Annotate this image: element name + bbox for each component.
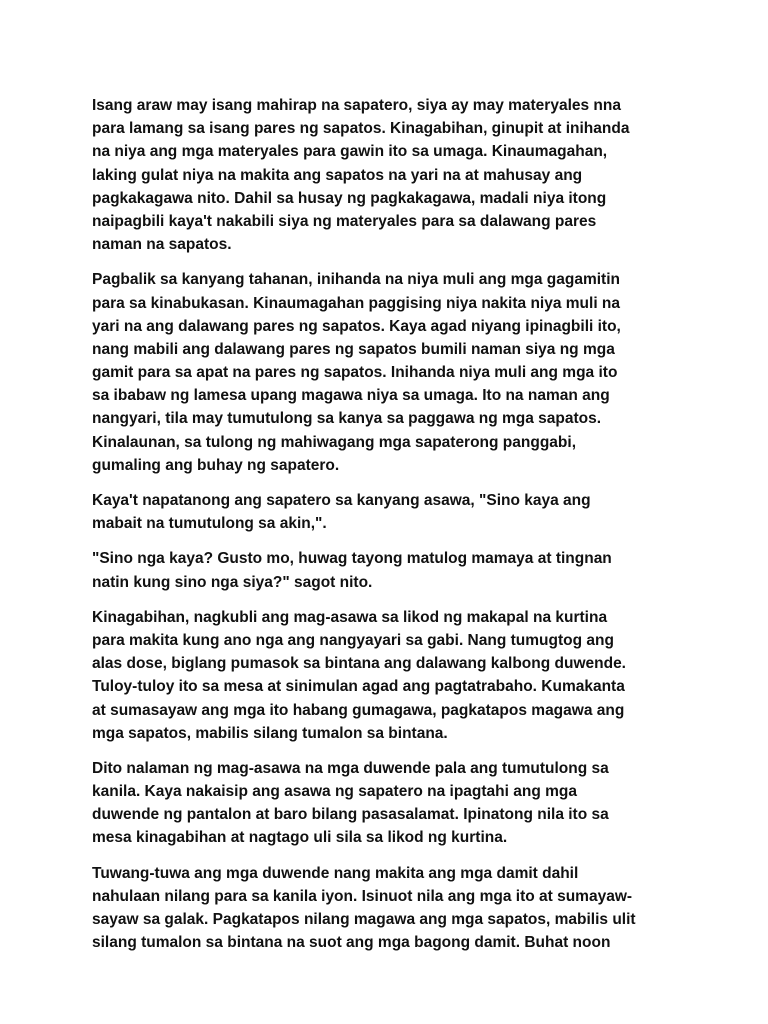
text-line: para sa kinabukasan. Kinaumagahan paggising niya nakita niya muli na [92, 294, 621, 312]
text-line: nangyari, tila may tumutulong sa kanya sa paggawa ng mga sapatos. [92, 410, 602, 428]
text-line: sa ibabaw ng lamesa upang magawa niya sa umaga. Ito na naman ang [92, 387, 610, 405]
text-line: nahulaan nilang para sa kanila iyon. Isinuot nila ang mga ito at sumayaw- [92, 887, 633, 905]
text-line: Dito nalaman ng mag-asawa na mga duwende pala ang tumutulong sa [92, 759, 609, 777]
text-line: mabait na tumutulong sa akin,". [92, 515, 327, 533]
text-line: Tuwang-tuwa ang mga duwende nang makita ang mga damit dahil [92, 864, 579, 882]
paragraph-4 [92, 547, 676, 593]
text-line: laking gulat niya na makita ang sapatos na yari na at mahusay ang [92, 166, 583, 184]
text-line: Kaya't napatanong ang sapatero sa kanyang asawa, "Sino kaya ang [92, 492, 591, 509]
text-line: "Sino nga kaya? Gusto mo, huwag tayong matulog mamaya at tingnan [92, 550, 612, 568]
text-line: yari na ang dalawang pares ng sapatos. Kaya agad niyang ipinagbili ito, [92, 317, 621, 335]
paragraph-6 [92, 757, 676, 850]
paragraph-5 [92, 606, 676, 745]
story-text [92, 94, 676, 966]
text-line: naipagbili kaya't nakabili siya ng materyales para sa dalawang pares [92, 212, 597, 230]
paragraph-7 [92, 862, 676, 955]
text-line: Kinalaunan, sa tulong ng mahiwagang mga sapaterong panggabi, [92, 433, 576, 451]
text-line: duwende ng pantalon at baro bilang pasasalamat. Ipinatong nila ito sa [92, 806, 609, 824]
paragraph-1 [92, 94, 676, 256]
paragraph-3 [92, 489, 676, 535]
text-line: gumaling ang buhay ng sapatero. [92, 456, 340, 474]
paragraph-2 [92, 268, 676, 477]
text-line: na niya ang mga materyales para gawin ito sa umaga. Kinaumagahan, [92, 143, 608, 161]
text-line: natin kung sino nga siya?" sagot nito. [92, 573, 373, 591]
text-line: Kinagabihan, nagkubli ang mag-asawa sa likod ng makapal na kurtina [92, 608, 608, 626]
text-line: pagkakagawa nito. Dahil sa husay ng pagkakagawa, madali niya itong [92, 189, 607, 207]
text-line: para makita kung ano nga ang nangyayari sa gabi. Nang tumugtog ang [92, 631, 614, 649]
text-line: sayaw sa galak. Pagkatapos nilang magawa ang mga sapatos, mabilis ulit [92, 911, 636, 928]
text-line: alas dose, biglang pumasok sa bintana ang dalawang kalbong duwende. [92, 655, 626, 673]
text-line: silang tumalon sa bintana na suot ang mga bagong damit. Buhat noon [92, 934, 611, 952]
text-line: kanila. Kaya nakaisip ang asawa ng sapatero na ipagtahi ang mga [92, 783, 577, 801]
text-line: at sumasayaw ang mga ito habang gumagawa, pagkatapos magawa ang [92, 701, 625, 719]
text-line: Isang araw may isang mahirap na sapatero, siya ay may materyales nna [92, 97, 621, 114]
text-line: para lamang sa isang pares ng sapatos. Kinagabihan, ginupit at inihanda [92, 120, 630, 138]
text-line: mesa kinagabihan at nagtago uli sila sa likod ng kurtina. [92, 829, 508, 847]
text-line: Pagbalik sa kanyang tahanan, inihanda na niya muli ang mga gagamitin [92, 271, 620, 289]
text-line: nang mabili ang dalawang pares ng sapatos bumili naman siya ng mga [92, 340, 615, 358]
text-line: naman na sapatos. [92, 236, 232, 254]
text-line: Tuloy-tuloy ito sa mesa at sinimulan agad ang pagtatrabaho. Kumakanta [92, 678, 625, 696]
text-line: gamit para sa apat na pares ng sapatos. Inihanda niya muli ang mga ito [92, 364, 618, 382]
text-line: mga sapatos, mabilis silang tumalon sa bintana. [92, 724, 448, 742]
